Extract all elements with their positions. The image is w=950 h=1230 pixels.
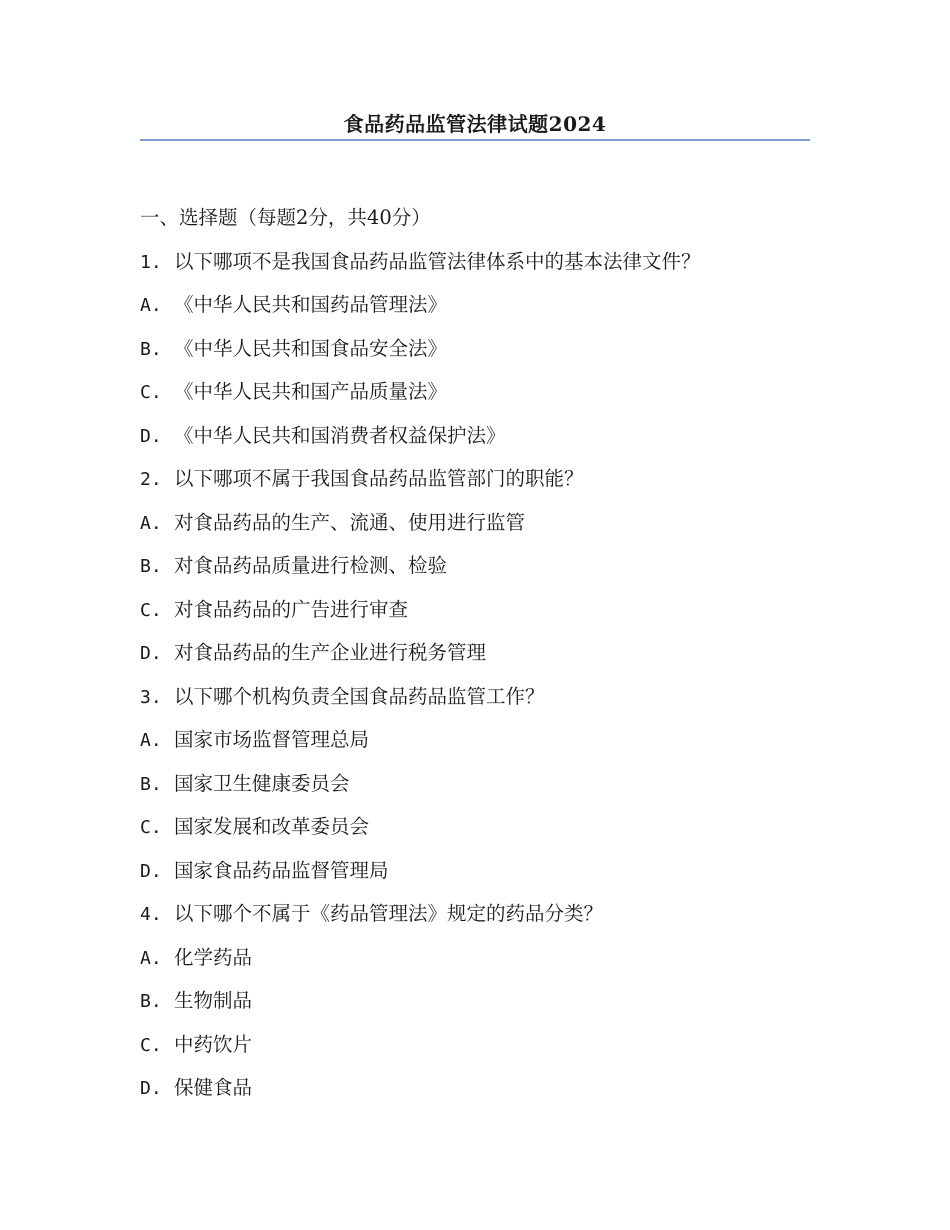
option-letter: A. xyxy=(140,730,162,751)
option-text: 国家食品药品监督管理局 xyxy=(174,858,389,882)
question-3-option-c xyxy=(140,812,810,856)
question-4-option-c xyxy=(140,1030,810,1074)
question-text: 以下哪个机构负责全国食品药品监管工作？ xyxy=(174,684,545,708)
question-2 xyxy=(140,464,810,508)
section-heading: 一、选择题（每题2分，共40分） xyxy=(140,206,431,229)
question-1-option-d xyxy=(140,421,810,465)
option-letter: B. xyxy=(140,338,162,360)
question-2-option-c xyxy=(140,595,810,639)
question-1-option-c xyxy=(140,377,810,421)
option-letter: B. xyxy=(140,556,162,577)
option-text: 《中华人民共和国产品质量法》 xyxy=(174,380,448,403)
option-letter: D. xyxy=(140,425,162,447)
title-underline xyxy=(140,139,810,141)
option-text: 《中华人民共和国食品安全法》 xyxy=(174,336,448,360)
question-3-option-d xyxy=(140,856,810,900)
option-letter: C. xyxy=(140,382,162,403)
option-letter: D. xyxy=(140,860,162,882)
option-text: 对食品药品质量进行检测、检验 xyxy=(174,554,448,577)
option-letter: A. xyxy=(140,947,162,969)
option-letter: C. xyxy=(140,1034,162,1056)
option-text: 对食品药品的广告进行审查 xyxy=(174,597,409,621)
question-number: 1. xyxy=(140,251,162,273)
option-text: 中药饮片 xyxy=(174,1032,253,1056)
option-text: 保健食品 xyxy=(174,1076,253,1099)
question-3 xyxy=(140,682,810,726)
option-text: 国家发展和改革委员会 xyxy=(174,815,370,838)
option-letter: B. xyxy=(140,991,162,1012)
question-4-option-a xyxy=(140,943,810,987)
option-text: 国家卫生健康委员会 xyxy=(174,771,350,795)
question-number: 4. xyxy=(140,904,162,925)
question-1-option-b xyxy=(140,334,810,378)
question-1 xyxy=(140,247,810,291)
question-4-option-d xyxy=(140,1073,810,1117)
document-title: 食品药品监管法律试题2024 xyxy=(343,112,607,136)
option-text: 对食品药品的生产企业进行税务管理 xyxy=(174,641,487,664)
option-letter: D. xyxy=(140,1078,162,1099)
question-number: 2. xyxy=(140,469,162,490)
option-text: 化学药品 xyxy=(174,945,253,969)
question-2-option-d xyxy=(140,638,810,682)
option-text: 《中华人民共和国药品管理法》 xyxy=(174,293,448,316)
question-3-option-b xyxy=(140,769,810,813)
question-2-option-b xyxy=(140,551,810,595)
question-number: 3. xyxy=(140,686,162,708)
option-letter: A. xyxy=(140,512,162,534)
question-1-option-a xyxy=(140,290,810,334)
question-text: 以下哪项不是我国食品药品监管法律体系中的基本法律文件？ xyxy=(174,249,701,273)
option-letter: D. xyxy=(140,643,162,664)
option-text: 对食品药品的生产、流通、使用进行监管 xyxy=(174,510,526,534)
option-letter: B. xyxy=(140,773,162,795)
option-letter: C. xyxy=(140,817,162,838)
question-4 xyxy=(140,899,810,943)
option-text: 《中华人民共和国消费者权益保护法》 xyxy=(174,423,506,447)
option-letter: A. xyxy=(140,295,162,316)
option-text: 生物制品 xyxy=(174,989,253,1012)
option-text: 国家市场监督管理总局 xyxy=(174,728,370,751)
question-text: 以下哪个不属于《药品管理法》规定的药品分类？ xyxy=(174,902,604,925)
option-letter: C. xyxy=(140,599,162,621)
question-text: 以下哪项不属于我国食品药品监管部门的职能？ xyxy=(174,467,584,490)
question-4-option-b xyxy=(140,986,810,1030)
question-3-option-a xyxy=(140,725,810,769)
question-2-option-a xyxy=(140,508,810,552)
document-body xyxy=(140,203,810,1117)
